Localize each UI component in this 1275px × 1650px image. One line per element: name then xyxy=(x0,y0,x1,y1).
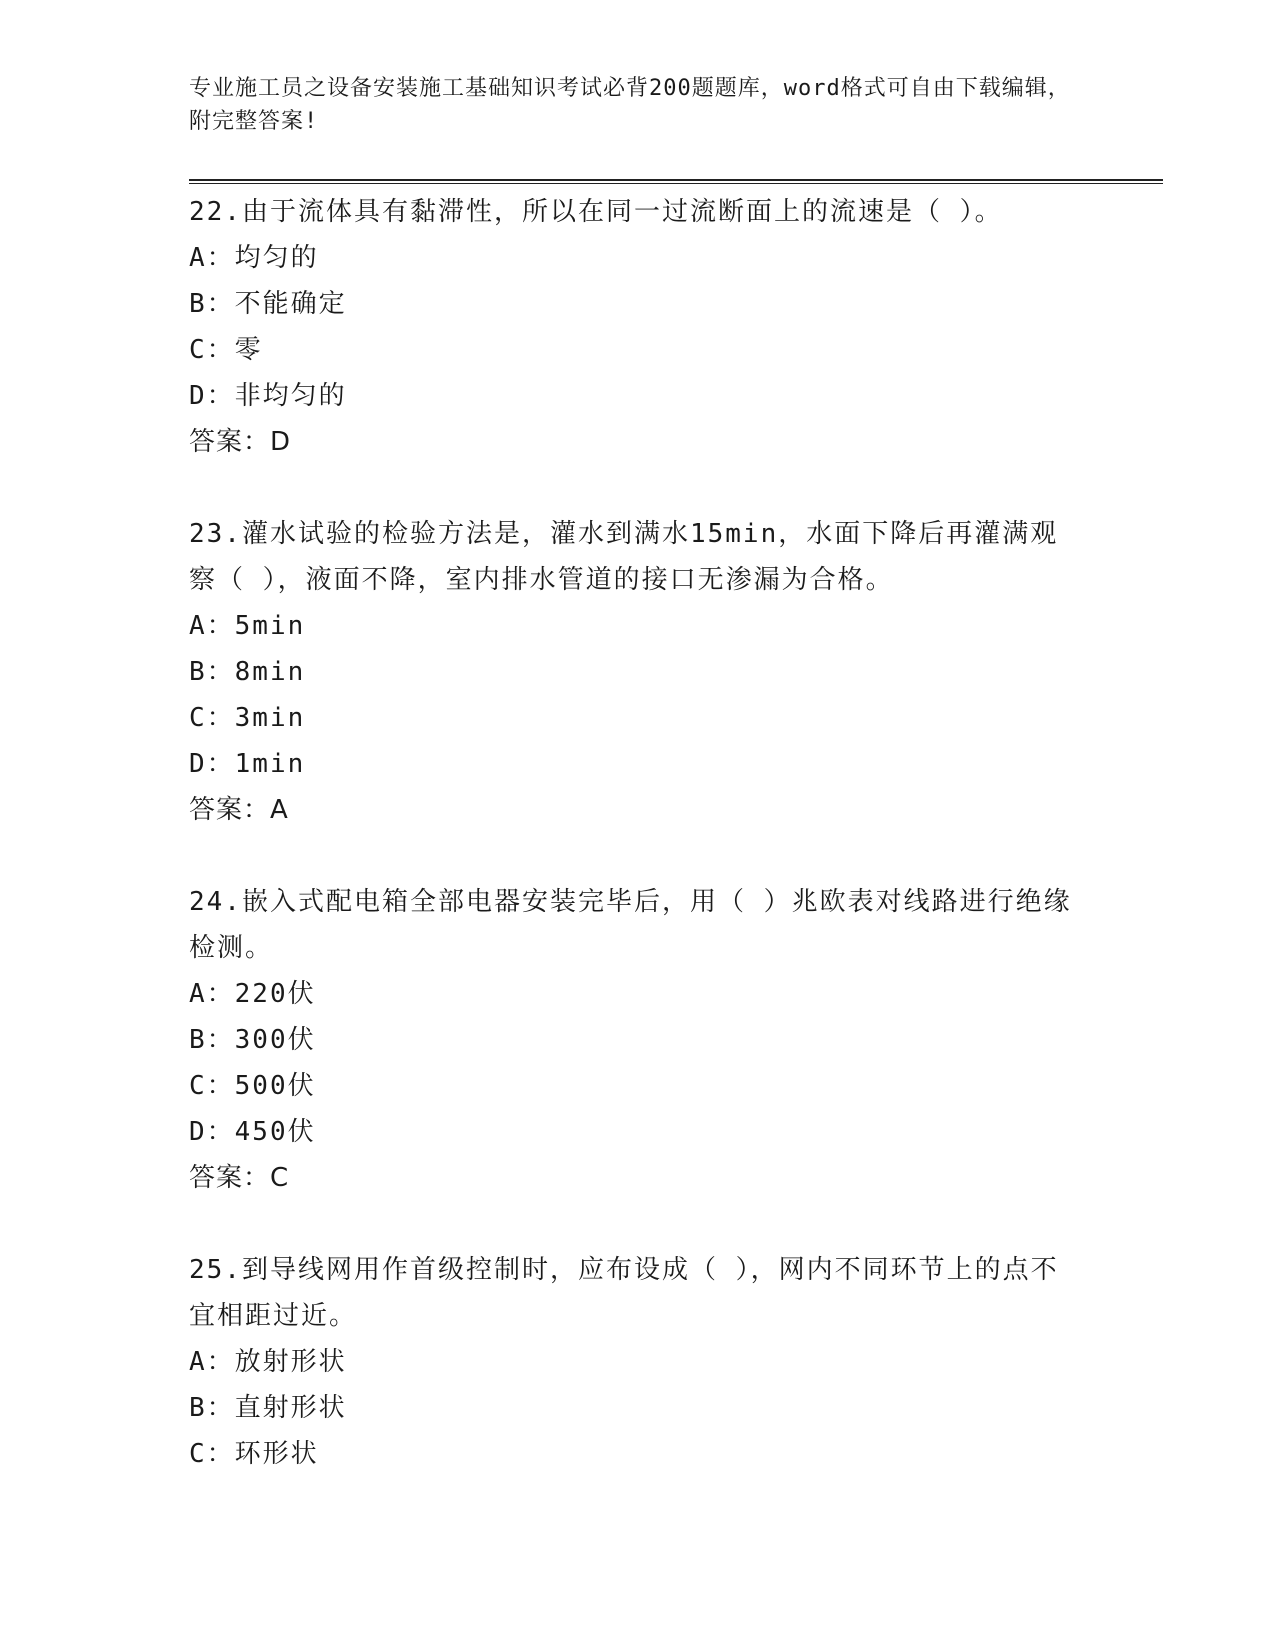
question-text: 22.由于流体具有黏滞性，所以在同一过流断面上的流速是（ ）。 xyxy=(189,197,1003,227)
option-c: C：500伏 xyxy=(189,1071,316,1101)
answer: 答案：D xyxy=(189,427,292,457)
option-c: C：3min xyxy=(189,703,306,733)
header-divider-thick xyxy=(189,179,1163,181)
question-text: 23.灌水试验的检验方法是，灌水到满水15min，水面下降后再灌满观察（ ），液面不降，室内排水管道的接口无渗漏为合格。 xyxy=(189,519,1059,595)
question-22 xyxy=(189,189,1079,465)
question-24 xyxy=(189,879,1079,1201)
option-c: C：环形状 xyxy=(189,1439,319,1469)
answer: 答案：C xyxy=(189,1163,290,1193)
question-text: 25.到导线网用作首级控制时，应布设成（ ），网内不同环节上的点不宜相距过近。 xyxy=(189,1255,1059,1331)
option-b: B：8min xyxy=(189,657,306,687)
option-b: B：直射形状 xyxy=(189,1393,347,1423)
option-d: D：450伏 xyxy=(189,1117,316,1147)
option-d: D：1min xyxy=(189,749,306,779)
header-divider-thin xyxy=(189,183,1163,184)
document-header: 专业施工员之设备安装施工基础知识考试必背200题题库，word格式可自由下载编辑，附完整答案! xyxy=(189,76,1071,134)
question-list xyxy=(189,189,1079,1523)
option-b: B：不能确定 xyxy=(189,289,347,319)
option-c: C：零 xyxy=(189,335,263,365)
question-text: 24.嵌入式配电箱全部电器安装完毕后，用（ ）兆欧表对线路进行绝缘检测。 xyxy=(189,887,1072,963)
option-a: A：放射形状 xyxy=(189,1347,347,1377)
option-a: A：220伏 xyxy=(189,979,316,1009)
question-23 xyxy=(189,511,1079,833)
option-d: D：非均匀的 xyxy=(189,381,347,411)
question-25 xyxy=(189,1247,1079,1477)
option-b: B：300伏 xyxy=(189,1025,316,1055)
option-a: A：均匀的 xyxy=(189,243,319,273)
answer: 答案：A xyxy=(189,795,289,825)
option-a: A：5min xyxy=(189,611,306,641)
